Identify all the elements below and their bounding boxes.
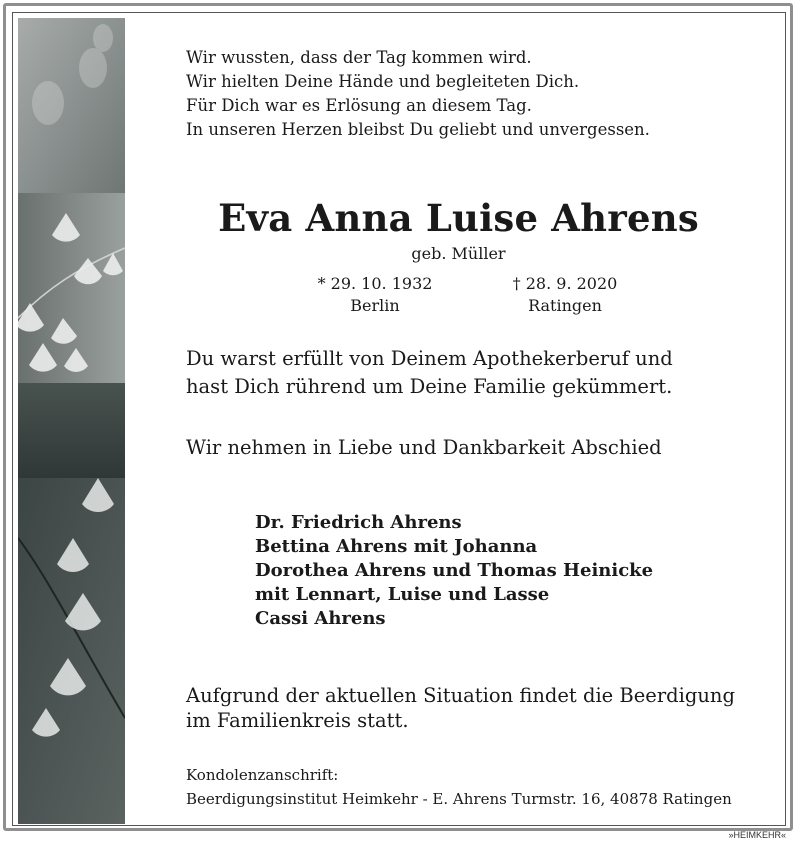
death-date: † 28. 9. 2020 (512, 274, 618, 293)
deceased-name: Eva Anna Luise Ahrens (218, 196, 699, 240)
birth-info (300, 273, 450, 317)
funeral-note (186, 683, 735, 733)
mourner: Dorothea Ahrens und Thomas Heinicke (255, 560, 654, 581)
poem-line: Wir hielten Deine Hände und begleiteten Dich. (186, 72, 580, 91)
poem-line: In unseren Herzen bleibst Du geliebt und unvergessen. (186, 120, 650, 139)
farewell-text: Wir nehmen in Liebe und Dankbarkeit Abschied (186, 436, 662, 459)
mourner: Dr. Friedrich Ahrens (255, 512, 462, 533)
mourner: Cassi Ahrens (255, 608, 386, 629)
ginkgo-leaves-image (18, 18, 125, 824)
mourner: mit Lennart, Luise und Lasse (255, 584, 550, 605)
tribute (186, 345, 673, 401)
birth-date: * 29. 10. 1932 (317, 274, 433, 293)
tribute-line: hast Dich rührend um Deine Familie gekümmert. (186, 375, 673, 398)
funeral-note-line: im Familienkreis statt. (186, 709, 409, 732)
poem (186, 46, 650, 142)
condolence-address (186, 763, 732, 811)
tribute-line: Du warst erfüllt von Deinem Apothekerberuf und (186, 347, 673, 370)
publisher-credit: »HEIMKEHR« (728, 830, 786, 840)
poem-line: Wir wussten, dass der Tag kommen wird. (186, 48, 532, 67)
mourner: Bettina Ahrens mit Johanna (255, 536, 538, 557)
mourners-list (255, 511, 653, 631)
death-info (490, 273, 640, 317)
condolence-address-line: Beerdigungsinstitut Heimkehr - E. Ahrens Turmstr. 16, 40878 Ratingen (186, 790, 732, 808)
birth-place: Berlin (350, 296, 400, 315)
funeral-note-line: Aufgrund der aktuellen Situation findet die Beerdigung (186, 684, 735, 707)
death-place: Ratingen (528, 296, 602, 315)
poem-line: Für Dich war es Erlösung an diesem Tag. (186, 96, 532, 115)
condolence-label: Kondolenzanschrift: (186, 766, 339, 784)
maiden-name: geb. Müller (411, 244, 506, 263)
